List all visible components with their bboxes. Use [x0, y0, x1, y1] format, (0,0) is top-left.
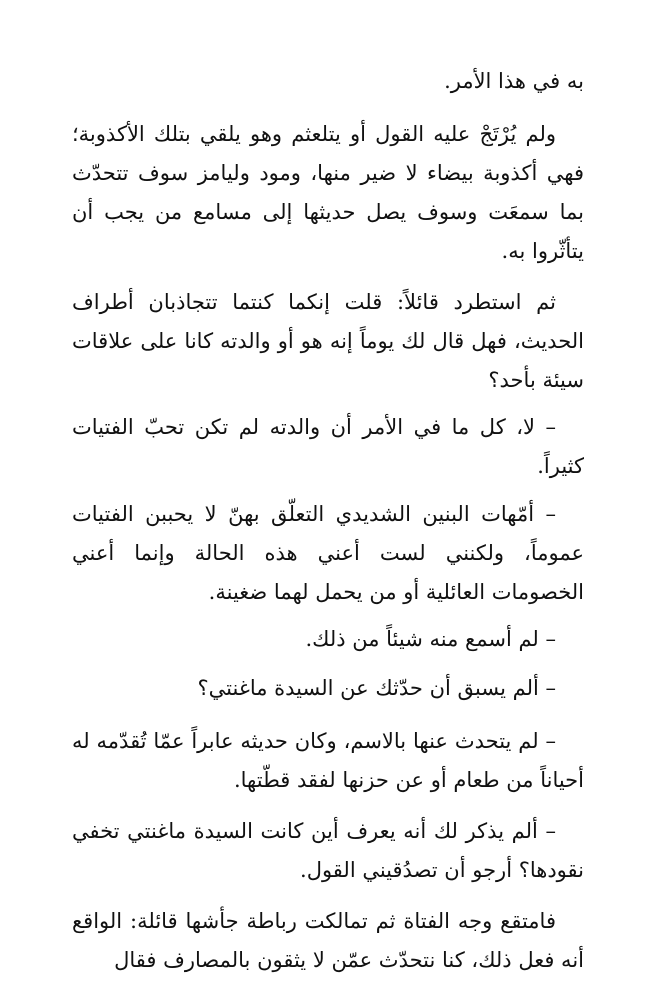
- paragraph-2: ولم يُرْتَجْ عليه القول أو يتلعثم وهو يلقي بتلك الأكذوبة؛ فهي أكذوبة بيضاء لا ضير منها، ومود وليامز سوف تتحدّث بما سمعَت وسوف يصل حديثها إلى مسامع من يجب أن يتأثّروا به.: [72, 122, 584, 263]
- dialogue-line-2: – أمّهات البنين الشديدي التعلّق بهنّ لا يحببن الفتيات عموماً، ولكنني لست أعني هذه الحالة وإنما أعني الخصومات العائلية أو من يحمل لهما ضغينة.: [72, 502, 584, 604]
- dialogue-line-3: – لم أسمع منه شيئاً من ذلك.: [305, 627, 556, 651]
- dialogue-line-1: – لا، كل ما في الأمر أن والدته لم تكن تحبّ الفتيات كثيراً.: [72, 415, 584, 478]
- paragraph-last: فامتقع وجه الفتاة ثم تمالكت رباطة جأشها قائلة: الواقع أنه فعل ذلك، كنا نتحدّث عمّن لا يثقون بالمصارف فقال: [72, 909, 584, 972]
- dialogue-line-4: – ألم يسبق أن حدّثك عن السيدة ماغنتي؟: [197, 676, 556, 700]
- dialogue-line-6: – ألم يذكر لك أنه يعرف أين كانت السيدة ماغنتي تخفي نقودها؟ أرجو أن تصدُقيني القول.: [72, 819, 584, 882]
- paragraph-1: به في هذا الأمر.: [444, 69, 584, 93]
- dialogue-line-5: – لم يتحدث عنها بالاسم، وكان حديثه عابراً عمّا تُقدّمه له أحياناً من طعام أو عن حزنها لفقد قطّتها.: [72, 729, 584, 792]
- paragraph-3: ثم استطرد قائلاً: قلت إنكما كنتما تتجاذبان أطراف الحديث، فهل قال لك يوماً إنه هو أو والدته كانا على علاقات سيئة بأحد؟: [72, 290, 584, 392]
